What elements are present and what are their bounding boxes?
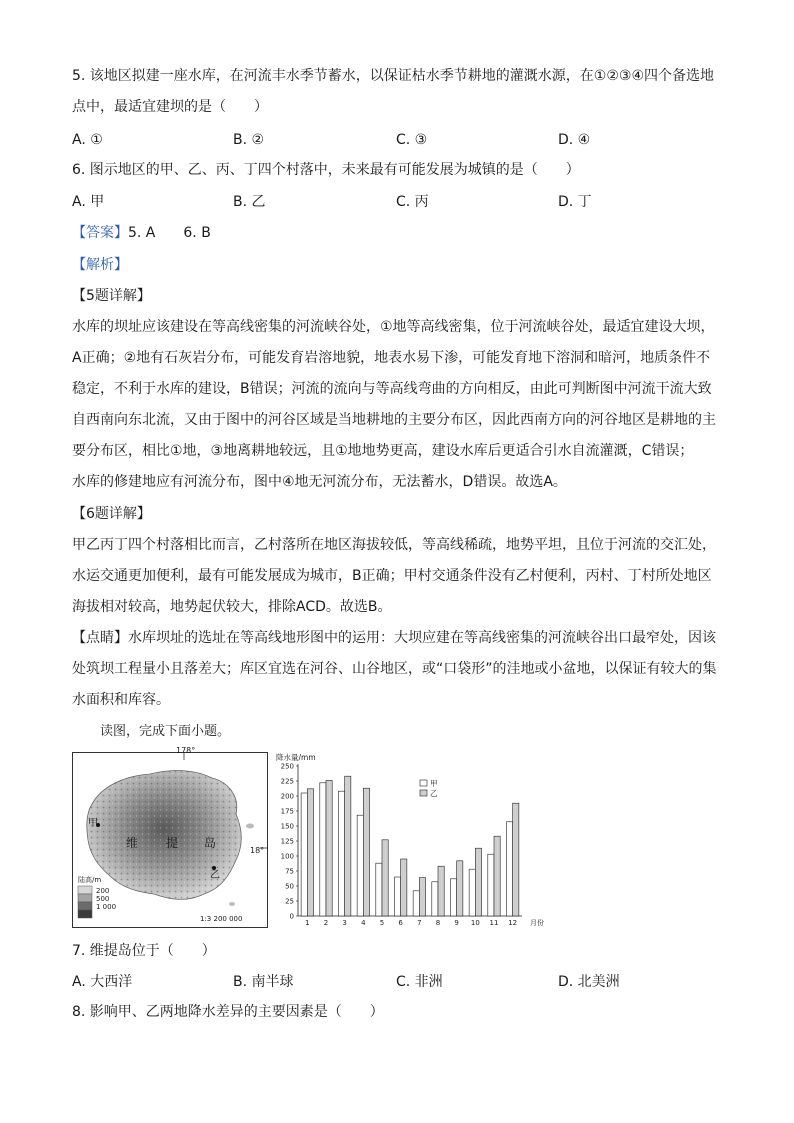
legend-swatch-top bbox=[78, 910, 92, 918]
island-map bbox=[72, 746, 268, 928]
precipitation-chart-svg bbox=[272, 748, 542, 934]
bar-yi bbox=[345, 776, 351, 916]
precipitation-chart bbox=[272, 748, 542, 934]
q6-option-d: D. 丁 bbox=[558, 194, 592, 210]
q6-option-b: B. 乙 bbox=[233, 194, 266, 210]
x-tick-label: 7 bbox=[417, 919, 422, 927]
q5-detail-line: 自西南向东北流，又由于图中的河谷区域是当地耕地的主要分布区，因此西南方向的河谷地区是耕地的主 bbox=[72, 412, 716, 428]
legend-label-200: 200 bbox=[96, 887, 110, 895]
q6-detail-heading: 【6题详解】 bbox=[72, 506, 151, 522]
latitude-label: 18° bbox=[250, 846, 265, 855]
islet bbox=[229, 902, 235, 906]
longitude-label: 178° bbox=[176, 746, 196, 755]
point-jia-label: 甲 bbox=[88, 818, 98, 829]
x-tick-label: 5 bbox=[379, 919, 385, 927]
x-tick-label: 3 bbox=[342, 919, 347, 927]
bar-yi bbox=[475, 848, 481, 916]
q6-detail-line: 甲乙丙丁四个村落相比而言，乙村落所在地区海拔较低，等高线稀疏，地势平坦，且位于河流的交汇处， bbox=[72, 537, 716, 553]
y-tick-label: 25 bbox=[285, 897, 294, 906]
y-tick-label: 250 bbox=[280, 762, 294, 771]
map-scale: 1:3 200 000 bbox=[200, 915, 243, 923]
q7-option-d: D. 北美洲 bbox=[558, 974, 620, 990]
y-tick-label: 0 bbox=[289, 912, 294, 921]
q5-detail-line: 水库的修建地应有河流分布，图中④地无河流分布，无法蓄水，D错误。故选A。 bbox=[72, 474, 567, 490]
bar-yi bbox=[326, 780, 332, 916]
tips-line: 处筑坝工程量小且落差大；库区宜选在河谷、山谷地区，或“口袋形”的洼地或小盆地，以保证有较大的集 bbox=[72, 661, 717, 677]
q6-stem: 6. 图示地区的甲、乙、丙、丁四个村落中，未来最有可能发展为城镇的是（ ） bbox=[72, 162, 580, 178]
y-tick-label: 125 bbox=[280, 837, 294, 846]
q6-option-c: C. 丙 bbox=[396, 194, 429, 210]
q5-option-b: B. ② bbox=[233, 132, 265, 148]
q5-detail-heading: 【5题详解】 bbox=[72, 288, 151, 304]
q5-stem-line1: 5. 该地区拟建一座水库，在河流丰水季节蓄水，以保证枯水季节耕地的灌溉水源，在①②③④四个备选地 bbox=[72, 68, 715, 84]
x-tick-label: 10 bbox=[470, 919, 480, 927]
bar-jia bbox=[338, 791, 344, 916]
island-name-char: 提 bbox=[166, 836, 179, 850]
bar-jia bbox=[506, 822, 512, 916]
bar-yi bbox=[419, 878, 425, 916]
tips-label: 【点睛】 bbox=[72, 630, 128, 646]
q7-option-a: A. 大西洋 bbox=[72, 974, 133, 990]
q5-option-d: D. ④ bbox=[558, 132, 591, 148]
y-tick-label: 200 bbox=[280, 792, 294, 801]
island-name-char: 维 bbox=[126, 836, 139, 850]
q7-option-c: C. 非洲 bbox=[396, 974, 443, 990]
point-yi-label: 乙 bbox=[210, 870, 220, 881]
answer-label: 【答案】 bbox=[72, 225, 128, 241]
answer-text: 5. A 6. B bbox=[128, 225, 211, 241]
tips-line1 bbox=[72, 628, 716, 648]
legend-swatch bbox=[420, 790, 427, 796]
bar-jia bbox=[413, 891, 419, 916]
q6-detail-line: 水运交通更加便利，最有可能发展成为城市，B正确；甲村交通条件没有乙村便利，丙村、丁村所处地区 bbox=[72, 568, 712, 584]
x-tick-label: 2 bbox=[323, 919, 329, 927]
bar-jia bbox=[469, 869, 475, 916]
bar-jia bbox=[320, 783, 326, 916]
y-tick-label: 100 bbox=[280, 852, 294, 861]
bar-jia bbox=[376, 863, 382, 916]
bar-jia bbox=[301, 793, 307, 916]
bar-jia bbox=[450, 879, 456, 916]
answer-line bbox=[72, 223, 211, 243]
x-tick-label: 12 bbox=[508, 919, 518, 927]
q5-option-a: A. ① bbox=[72, 132, 103, 148]
legend-swatch bbox=[420, 780, 427, 786]
y-tick-label: 75 bbox=[285, 867, 294, 876]
island-name-char: 岛 bbox=[204, 836, 217, 850]
q5-detail-line: A正确；②地有石灰岩分布，可能发育岩溶地貌，地表水易下渗，可能发育地下溶洞和暗河，地质条件不 bbox=[72, 350, 711, 366]
y-tick-label: 50 bbox=[285, 882, 294, 891]
bar-jia bbox=[357, 815, 363, 916]
q5-stem-line2: 点中，最适宜建坝的是（ ） bbox=[72, 99, 268, 115]
figure-instruction: 读图，完成下面小题。 bbox=[100, 724, 231, 739]
q7-option-b: B. 南半球 bbox=[233, 974, 294, 990]
bar-yi bbox=[457, 861, 463, 916]
q5-detail-line: 稳定，不利于水库的建设，B错误；河流的流向与等高线弯曲的方向相反，由此可判断图中河流干流大致 bbox=[72, 381, 712, 397]
analysis-label: 【解析】 bbox=[72, 257, 128, 273]
tips-line: 水面积和库容。 bbox=[72, 692, 170, 708]
bar-jia bbox=[394, 877, 400, 916]
bar-jia bbox=[432, 882, 438, 916]
legend-swatch-200 bbox=[78, 886, 92, 894]
x-axis-title: 月份 bbox=[530, 919, 544, 927]
q7-stem: 7. 维提岛位于（ ） bbox=[72, 943, 216, 959]
legend-label: 乙 bbox=[430, 789, 438, 798]
q5-option-c: C. ③ bbox=[396, 132, 428, 148]
bar-yi bbox=[513, 803, 519, 916]
bar-yi bbox=[438, 866, 444, 916]
x-tick-label: 6 bbox=[398, 919, 403, 927]
legend-label-1000: 1 000 bbox=[96, 903, 117, 911]
legend-swatch-1000 bbox=[78, 902, 92, 910]
q5-detail-line: 水库的坝址应该建设在等高线密集的河流峡谷处，①地等高线密集，位于河流峡谷处，最适宜建设大坝， bbox=[72, 319, 715, 335]
y-tick-label: 225 bbox=[280, 777, 294, 786]
y-tick-label: 175 bbox=[280, 807, 294, 816]
tips-text: 水库坝址的选址在等高线地形图中的运用：大坝应建在等高线密集的河流峡谷出口最窄处，因该 bbox=[128, 630, 716, 646]
legend-label: 甲 bbox=[430, 779, 438, 788]
legend-title: 陆高/m bbox=[78, 876, 102, 884]
x-tick-label: 1 bbox=[305, 919, 310, 927]
bar-jia bbox=[488, 854, 494, 916]
legend-label-500: 500 bbox=[96, 895, 110, 903]
bar-yi bbox=[363, 788, 369, 916]
legend-swatch-500 bbox=[78, 894, 92, 902]
x-tick-label: 4 bbox=[361, 919, 366, 927]
x-tick-label: 9 bbox=[454, 919, 459, 927]
q6-detail-line: 海拔相对较高，地势起伏较大，排除ACD。故选B。 bbox=[72, 599, 392, 615]
y-axis-title: 降水量/mm bbox=[276, 753, 316, 762]
y-tick-label: 150 bbox=[280, 822, 294, 831]
islet bbox=[246, 824, 254, 829]
q6-option-a: A. 甲 bbox=[72, 194, 105, 210]
bar-yi bbox=[494, 836, 500, 916]
q5-detail-line: 要分布区，相比①地，③地离耕地较远，且①地地势更高，建设水库后更适合引水自流灌溉，C错误； bbox=[72, 443, 694, 459]
q8-stem: 8. 影响甲、乙两地降水差异的主要因素是（ ） bbox=[72, 1004, 384, 1020]
x-tick-label: 11 bbox=[489, 919, 499, 927]
x-tick-label: 8 bbox=[435, 919, 441, 927]
bar-yi bbox=[307, 789, 313, 916]
bar-yi bbox=[401, 859, 407, 916]
bar-yi bbox=[382, 840, 388, 916]
